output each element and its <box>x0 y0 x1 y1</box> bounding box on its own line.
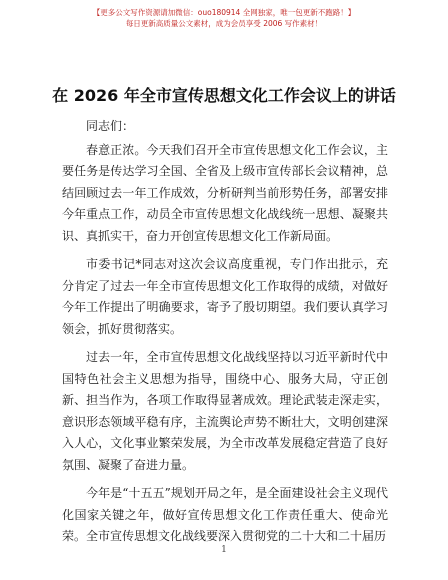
promo-banner-line-2: 每日更新高质量公文素材，成为会员享受 2006 写作素材！ <box>125 19 323 28</box>
page-number: 1 <box>221 545 227 555</box>
paragraph-3: 过去一年，全市宣传思想文化战线坚持以习近平新时代中国特色社会主义思想为指导，围绕中心、服务大局，守正创新、担当作为，各项工作取得显著成效。理论武装走深走实，意识形态领域平稳有序，主流舆论声势不断壮大，文明创建深入人心，文化事业繁荣发展，为全市改革发展稳定营造了良好氛围、凝聚了奋进力量。 <box>62 350 388 472</box>
document-body <box>62 116 388 555</box>
paragraph-1: 春意正浓。今天我们召开全市宣传思想文化工作会议，主要任务是传达学习全国、全省及上级市宣传部长会议精神，总结回顾过去一年工作成效，分析研判当前形势任务，部署安排今年重点工作，动员全市宣传思想文化战线统一思想、凝聚共识、真抓实干，奋力开创宣传思想文化工作新局面。 <box>62 142 388 243</box>
promo-banner <box>0 8 448 29</box>
paragraph-4: 今年是“十五五”规划开局之年，是全面建设社会主义现代化国家关键之年，做好宣传思想文化工作责任重大、使命光荣。全市宣传思想文化战线要深入贯彻党的二十大和二十届历 <box>62 486 388 543</box>
promo-banner-line-1: 【更多公文写作资源请加微信：ouo180914 全网独家，唯一包更新不跑路！】 <box>92 8 356 17</box>
paragraph-2: 市委书记*同志对这次会议高度重视，专门作出批示，充分肯定了过去一年全市宣传思想文化工作取得的成绩，对做好今年工作提出了明确要求，寄予了殷切期望。我们要认真学习领会，抓好贯彻落实。 <box>62 257 388 336</box>
document-title: 在 2026 年全市宣传思想文化工作会议上的讲话 <box>52 86 396 105</box>
salutation: 同志们： <box>86 119 135 133</box>
